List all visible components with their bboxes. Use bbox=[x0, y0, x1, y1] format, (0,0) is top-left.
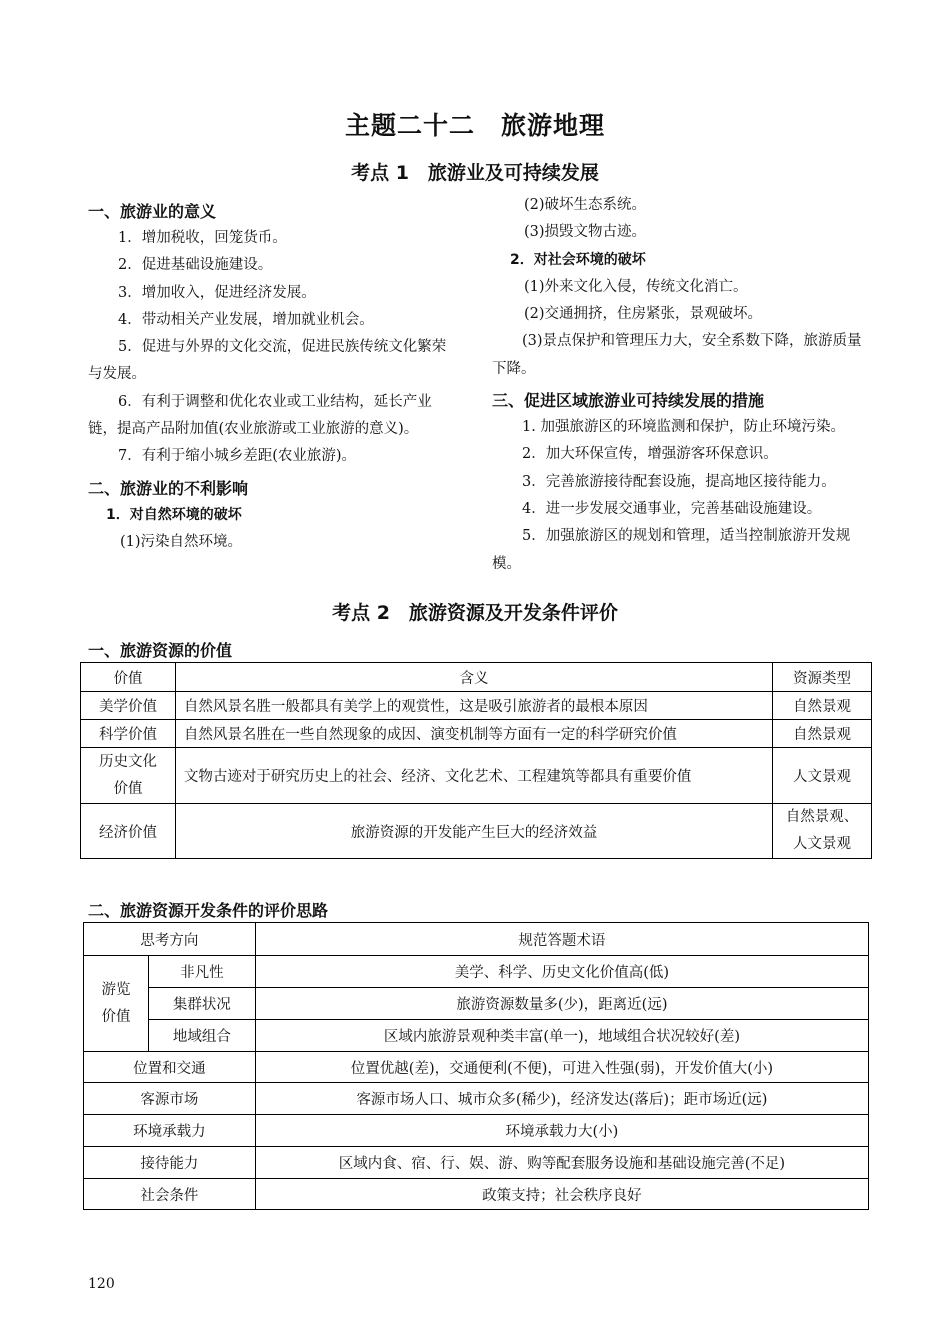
header-cell: 含义 bbox=[175, 663, 772, 692]
section-heading: 三、促进区域旅游业可持续发展的措施 bbox=[492, 391, 765, 411]
table-row bbox=[84, 1052, 869, 1083]
section-heading: 一、旅游业的意义 bbox=[88, 202, 217, 221]
table-cell: 非凡性 bbox=[148, 956, 255, 988]
list-item: 3．完善旅游接待配套设施，提高地区接待能力。 bbox=[522, 473, 836, 490]
list-item: 7．有利于缩小城乡差距(农业旅游)。 bbox=[118, 448, 357, 465]
list-item: 2．加大环保宣传，增强游客环保意识。 bbox=[522, 446, 778, 463]
list-item: 5．加强旅游区的规划和管理，适当控制旅游开发规模。 bbox=[492, 528, 851, 572]
page-number: 120 bbox=[88, 1276, 115, 1292]
table-cell: 环境承载力 bbox=[84, 1115, 256, 1147]
list-item: 2．促进基础设施建设。 bbox=[118, 257, 273, 274]
table-cell: 旅游资源数量多(少)，距离近(远) bbox=[255, 988, 868, 1020]
table-row bbox=[84, 1179, 869, 1210]
list-item: (3)景点保护和管理压力大，安全系数下降，旅游质量下降。 bbox=[492, 333, 862, 377]
table-cell: 人文景观 bbox=[773, 748, 872, 804]
table-header-row bbox=[84, 923, 869, 956]
list-item: 4．进一步发展交通事业，完善基础设施建设。 bbox=[522, 500, 822, 517]
subsection-heading: 2．对社会环境的破坏 bbox=[510, 251, 646, 268]
table-cell: 旅游资源的开发能产生巨大的经济效益 bbox=[175, 804, 772, 859]
right-column bbox=[492, 192, 868, 578]
table-row bbox=[81, 692, 872, 720]
table-cell: 自然风景名胜在一些自然现象的成因、演变机制等方面有一定的科学研究价值 bbox=[175, 720, 772, 748]
list-item: (2)破坏生态系统。 bbox=[524, 197, 647, 213]
table2-heading: 二、旅游资源开发条件的评价思路 bbox=[88, 901, 329, 920]
list-item: 6．有利于调整和优化农业或工业结构，延长产业链，提高产品附加值(农业旅游或工业旅游的意义)。 bbox=[88, 393, 432, 438]
value-table bbox=[80, 662, 872, 859]
table-cell: 接待能力 bbox=[84, 1147, 256, 1179]
table-cell: 美学、科学、历史文化价值高(低) bbox=[255, 956, 868, 988]
table-cell: 区域内食、宿、行、娱、游、购等配套服务设施和基础设施完善(不足) bbox=[255, 1147, 868, 1179]
list-item: 4．带动相关产业发展，增加就业机会。 bbox=[118, 311, 374, 328]
table-header-row bbox=[81, 663, 872, 692]
table-row bbox=[84, 956, 869, 988]
table-cell: 自然景观 bbox=[773, 720, 872, 748]
table-cell: 环境承载力大(小) bbox=[255, 1115, 868, 1147]
list-item: (2)交通拥挤，住房紧张，景观破坏。 bbox=[524, 306, 763, 323]
table-row bbox=[84, 1147, 869, 1179]
header-cell: 价值 bbox=[81, 663, 176, 692]
table-cell: 位置和交通 bbox=[84, 1052, 256, 1083]
header-cell: 规范答题术语 bbox=[255, 923, 868, 956]
table-cell: 历史文化价值 bbox=[81, 748, 176, 804]
table-cell: 自然景观 bbox=[773, 692, 872, 720]
table-cell: 经济价值 bbox=[81, 804, 176, 859]
section-heading: 二、旅游业的不利影响 bbox=[88, 478, 249, 498]
subsection-heading: 1．对自然环境的破坏 bbox=[106, 506, 242, 523]
table-row bbox=[84, 988, 869, 1020]
table-row bbox=[81, 804, 872, 859]
left-column bbox=[88, 198, 460, 556]
table-cell: 地域组合 bbox=[148, 1020, 255, 1052]
list-item: (1)外来文化入侵，传统文化消亡。 bbox=[524, 278, 748, 295]
table-cell: 自然景观、人文景观 bbox=[773, 804, 872, 859]
header-cell: 思考方向 bbox=[84, 923, 256, 956]
table-cell: 科学价值 bbox=[81, 720, 176, 748]
table-cell: 客源市场人口、城市众多(稀少)，经济发达(落后)；距市场近(远) bbox=[255, 1083, 868, 1115]
kaodian1-title: 考点 1 旅游业及可持续发展 bbox=[351, 162, 599, 184]
table-cell: 集群状况 bbox=[148, 988, 255, 1020]
evaluation-table bbox=[83, 922, 869, 1210]
table-row bbox=[81, 720, 872, 748]
table-cell: 位置优越(差)，交通便利(不便)，可进入性强(弱)，开发价值大(小) bbox=[255, 1052, 868, 1083]
group-label-cell: 游览价值 bbox=[84, 956, 149, 1052]
table-cell: 社会条件 bbox=[84, 1179, 256, 1210]
list-item: 1. 加强旅游区的环境监测和保护，防止环境污染。 bbox=[522, 419, 845, 436]
page-title: 主题二十二 旅游地理 bbox=[344, 111, 605, 140]
table-row bbox=[84, 1083, 869, 1115]
table-row bbox=[84, 1020, 869, 1052]
list-item: 1．增加税收，回笼货币。 bbox=[118, 230, 287, 246]
table-cell: 区域内旅游景观种类丰富(单一)，地域组合状况较好(差) bbox=[255, 1020, 868, 1052]
table-row bbox=[81, 748, 872, 804]
table-cell: 政策支持；社会秩序良好 bbox=[255, 1179, 868, 1210]
table-cell: 自然风景名胜一般都具有美学上的观赏性，这是吸引旅游者的最根本原因 bbox=[175, 692, 772, 720]
header-cell: 资源类型 bbox=[773, 663, 872, 692]
table-row bbox=[84, 1115, 869, 1147]
table-cell: 文物古迹对于研究历史上的社会、经济、文化艺术、工程建筑等都具有重要价值 bbox=[175, 748, 772, 804]
table-cell: 美学价值 bbox=[81, 692, 176, 720]
list-item: 3．增加收入，促进经济发展。 bbox=[118, 284, 316, 301]
table-cell: 客源市场 bbox=[84, 1083, 256, 1115]
list-item: 5．促进与外界的文化交流，促进民族传统文化繁荣与发展。 bbox=[88, 339, 447, 383]
kaodian2-title: 考点 2 旅游资源及开发条件评价 bbox=[332, 602, 618, 624]
list-item: (1)污染自然环境。 bbox=[120, 533, 243, 550]
list-item: (3)损毁文物古迹。 bbox=[524, 224, 647, 241]
table1-heading: 一、旅游资源的价值 bbox=[88, 641, 233, 660]
